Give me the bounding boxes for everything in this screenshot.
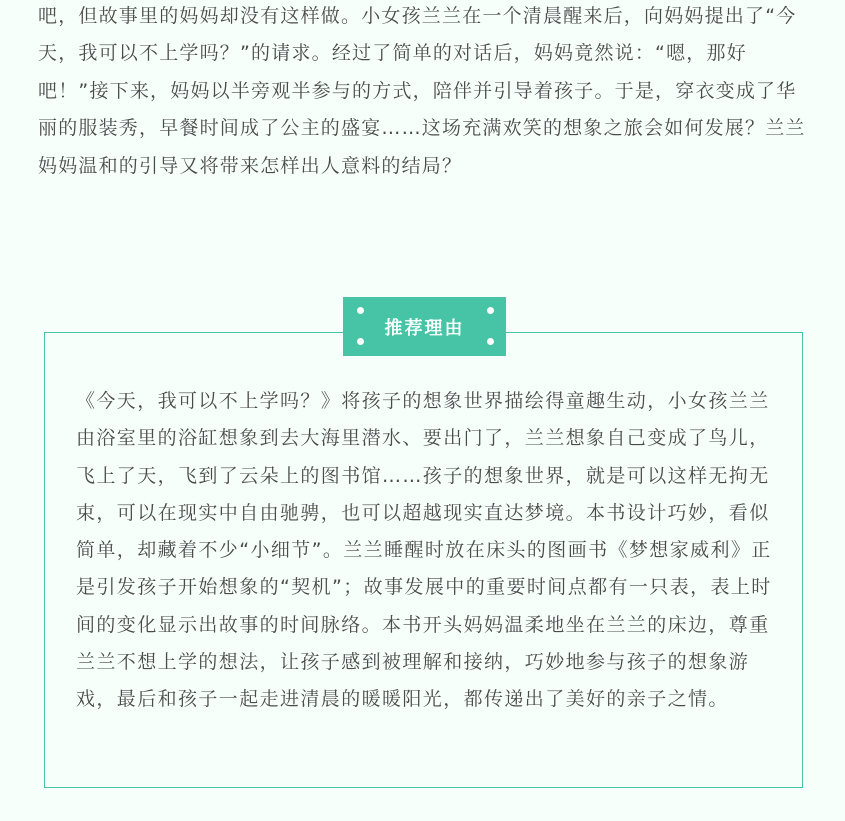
badge-dot-decoration: [487, 338, 494, 345]
recommendation-badge: [343, 297, 506, 356]
badge-dot-decoration: [357, 338, 364, 345]
badge-label: 推荐理由: [384, 317, 465, 339]
badge-dot-decoration: [487, 307, 494, 314]
recommendation-paragraph: 《今天，我可以不上学吗？》将孩子的想象世界描绘得童趣生动，小女孩兰兰由浴室里的浴缸想象到去大海里潜水、要出门了，兰兰想象自己变成了鸟儿，飞上了天，飞到了云朵上的图书馆……孩子的想象世界，就是可以这样无拘无束，可以在现实中自由驰骋，也可以超越现实直达梦境。本书设计巧妙，看似简单，却藏着不少“小细节”。兰兰睡醒时放在床头的图画书《梦想家威利》正是引发孩子开始想象的“契机”；故事发展中的重要时间点都有一只表，表上时间的变化显示出故事的时间脉络。本书开头妈妈温柔地坐在兰兰的床边，尊重兰兰不想上学的想法，让孩子感到被理解和接纳，巧妙地参与孩子的想象游戏，最后和孩子一起走进清晨的暖暖阳光，都传递出了美好的亲子之情。: [76, 390, 772, 711]
badge-dot-decoration: [357, 307, 364, 314]
intro-paragraph: 吧，但故事里的妈妈却没有这样做。小女孩兰兰在一个清晨醒来后，向妈妈提出了“今天，我可以不上学吗？”的请求。经过了简单的对话后，妈妈竟然说：“嗯，那好吧！”接下来，妈妈以半旁观半参与的方式，陪伴并引导着孩子。于是，穿衣变成了华丽的服装秀，早餐时间成了公主的盛宴……这场充满欢笑的想象之旅会如何发展？兰兰妈妈温和的引导又将带来怎样出人意料的结局？: [38, 5, 806, 177]
